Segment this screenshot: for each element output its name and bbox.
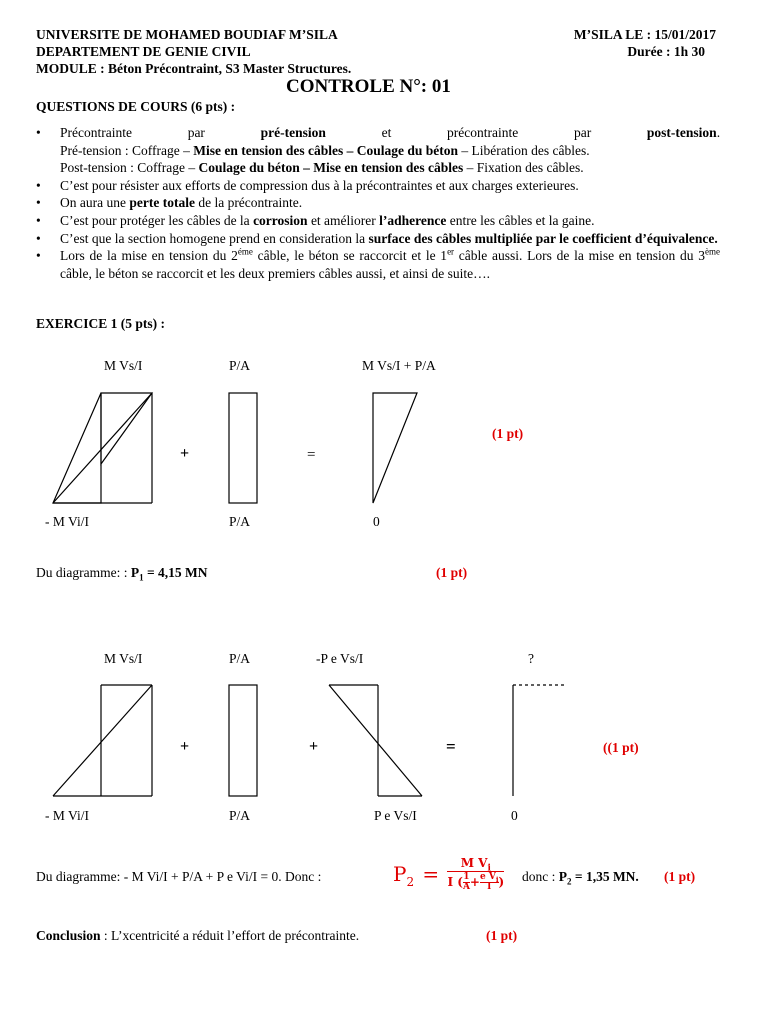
module-name: MODULE : Béton Précontraint, S3 Master Structures. [36,61,352,76]
answer-line: Post-tension : Coffrage – Coulage du béton – Mise en tension des câbles – Fixation des câbles. [60,160,584,176]
d2-plus-sign-2: + [309,738,319,755]
d1-points: (1 pt) [492,426,524,441]
d2-label-bottom-3: P e Vs/I [374,808,417,823]
exercise-heading: EXERCICE 1 (5 pts) : [36,316,166,331]
page-title: CONTROLE N°: 01 [286,76,451,97]
exam-duration: Durée : 1h 30 [627,44,705,59]
answer-line: Pré-tension : Coffrage – Mise en tension des câbles – Coulage du béton – Libération des câbles. [60,142,590,158]
conclusion: Conclusion : L’xcentricité a réduit l’effort de précontrainte. [36,928,360,943]
p2-line: Du diagramme: - M Vi/I + P/A + P e Vi/I = 0. Donc : [36,869,322,884]
d1-plus-sign: + [180,445,190,462]
d2-moment-diagonal [53,685,152,796]
answer-item: • Lors de la mise en tension du $2^{éme}$ câble, le béton se raccorcit et le 1er câble aussi. Lors de la mise en tension du 3ème câble, le béton se raccorcit et les deux premiers câbles aussi, et ainsi de suite…. [34,247,720,282]
p1-line: Du diagramme: : $P_1 = 4,15$ MN [36,565,208,583]
d2-equals-sign: = [446,737,456,756]
p1-points: (1 pt) [436,565,468,580]
d1-label-bottom-2: P/A [229,514,251,529]
answer-line: • Précontrainte par pré-tension et précontrainte par post-tension. [60,125,721,140]
p2-result: donc : $P_2 = 1,35$ MN. [522,869,639,887]
d2-label-top-4: ? [528,651,534,666]
exam-date: M’SILA LE : 15/01/2017 [573,27,716,42]
d2-axial-rectangle [229,685,257,796]
answer-item: • C’est que la section homogene prend en consideration la surface des câbles multipliée par le coefficient d’équivalence. [34,230,720,248]
p2-formula: $P_2$ = M $V_i$ I ( $\frac{1}{A}$ + $\frac{e V_i}{I}$ ) [393,856,505,892]
d2-plus-sign-1: + [180,738,190,755]
d1-label-bottom-3: 0 [373,514,380,529]
conclusion-points: (1 pt) [486,928,518,943]
d1-equals-sign: = [307,447,316,463]
d2-label-top-1: M Vs/I [104,651,143,666]
d2-label-bottom-1: - M Vi/I [45,808,89,823]
d1-label-bottom-1: - M Vi/I [45,514,89,529]
answer-item: • C’est pour résister aux efforts de compression dus à la précontraintes et aux charges exterieures. [34,177,720,195]
p2-points: (1 pt) [664,869,696,884]
d2-points: ((1 pt) [603,740,639,755]
d2-label-top-3: -P e Vs/I [316,651,364,666]
d2-ecc-diagonal [329,685,422,796]
university-name: UNIVERSITE DE MOHAMED BOUDIAF M’SILA [36,27,338,42]
d1-label-top-2: P/A [229,358,251,373]
department-name: DEPARTEMENT DE GENIE CIVIL [36,44,251,59]
p2-fraction: M $V_i$ I ( $\frac{1}{A}$ + $\frac{e V_i}{I}$ ) [447,856,505,892]
answer-item: • C’est pour protéger les câbles de la corrosion et améliorer l’adherence entre les câbles et la gaine. [34,212,720,230]
answer-item: • On aura une perte totale de la précontrainte. [34,194,720,212]
questions-heading: QUESTIONS DE COURS (6 pts) : [36,99,236,114]
d2-label-bottom-4: 0 [511,808,518,823]
d1-label-top-1: M Vs/I [104,358,143,373]
d2-label-top-2: P/A [229,651,251,666]
d2-label-bottom-2: P/A [229,808,251,823]
d1-label-top-3: M Vs/I + P/A [362,358,436,373]
